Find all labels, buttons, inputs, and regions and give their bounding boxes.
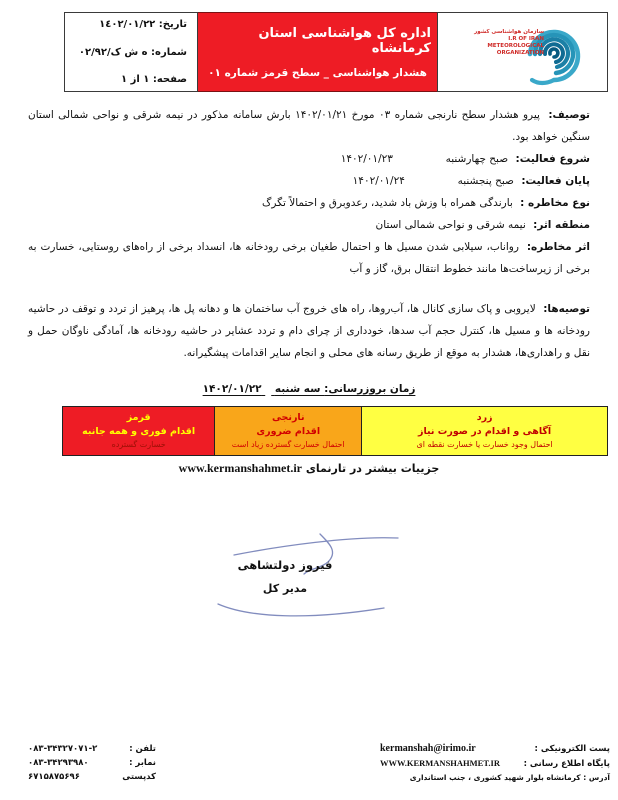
effect-paragraph [28, 236, 590, 280]
document-footer [0, 742, 618, 794]
level-action: اقدام فوری و همه جانبه [82, 426, 196, 437]
advice-text: لایروبی و پاک سازی کانال ها، آب‌روها، راه های خروج آب ساختمان ها و دهانه پل ها، پرهیز از تردد و توقف در حاشیه رودخانه ها و مسیل ها، کنترل حجم آب سدها، خودداری از چرای دام و تردد عشایر در حاشیه رودخانه ها، آمادگی ناوگان حمل و نقل و راهداری‌ها، هشدار به موقع از طریق رسانه های محلی و انجام سایر اقدامات پیشگیرانه. [28, 303, 590, 359]
org-title: اداره کل هواشناسی استان کرمانشاه [258, 26, 431, 56]
level-action: اقدام ضروری [256, 426, 321, 437]
logo-org-fa: سازمان هواشناسی کشور [474, 29, 544, 35]
update-time-line [28, 378, 590, 400]
document-body [28, 104, 590, 400]
postal-label: کدپستی [122, 772, 156, 782]
level-damage: احتمال وجود خسارت یا خسارت نقطه ای [416, 440, 553, 449]
address-label: آدرس : [583, 773, 610, 782]
warning-level-table [62, 406, 608, 456]
site-row [380, 756, 610, 771]
effect-text: رواناب، سیلابی شدن مسیل ها و احتمال طغیان برخی رودخانه ها، انسداد برخی از راه‌های روستایی، خسارت به برخی از زیرساخت‌ها مانند خطوط انتقال برق، گاز و آب [28, 241, 590, 275]
website-link[interactable]: www.kermanshahmet.ir [178, 461, 302, 475]
fax-value: ۰۸۳-۳۴۲۹۳۹۸۰ [28, 758, 89, 768]
meta-page-row [75, 74, 187, 85]
level-cell-red [63, 407, 215, 455]
date-value: ١٤٠٢/٠١/٢٢ [99, 19, 156, 30]
end-activity-row [28, 170, 590, 192]
postal-value: ۶۷۱۵۸۷۵۶۹۶ [28, 772, 80, 782]
update-date: ۱۴۰۲/۰۱/۲۲ [202, 383, 262, 395]
postal-row [28, 770, 156, 784]
phone-value: ۰۸۳-۳۴۳۲۷۰۷۱-۲ [28, 744, 98, 754]
fax-label: نمابر : [129, 758, 156, 768]
address-value: کرمانشاه بلوار شهید کشوری ، جنب استانداری [409, 773, 581, 782]
region-row [28, 214, 590, 236]
page-value: ۱ از ۱ [121, 74, 150, 85]
number-label: شماره: [151, 46, 187, 58]
region-text: نیمه شرقی و نواحی شمالی استان [375, 219, 526, 231]
start-label: شروع فعالیت: [515, 153, 590, 165]
level-damage: خسارت گسترده [111, 440, 166, 449]
signature-block [170, 524, 400, 629]
start-activity-row [28, 148, 590, 170]
signer-name: فیروز دولتشاهی [237, 558, 333, 572]
end-value: صبح پنجشنبه [457, 175, 514, 187]
description-paragraph [28, 104, 590, 148]
hazard-type-row [28, 192, 590, 214]
address-row [380, 771, 610, 784]
email-label: پست الکترونیکی : [534, 744, 610, 754]
start-date: ۱۴۰۲/۰۱/۲۳ [340, 153, 393, 165]
website-line [0, 461, 618, 476]
level-action: آگاهی و اقدام در صورت نیاز [418, 426, 552, 437]
logo-org-en2: METEOROLOGICAL [487, 43, 544, 49]
meta-date-row [75, 19, 187, 30]
website-text: جزییات بیشتر در تارنمای [305, 462, 440, 475]
date-label: تاریخ: [158, 19, 187, 30]
phone-row [28, 742, 156, 756]
end-date: ۱۴۰۲/۰۱/۲۴ [352, 175, 405, 187]
logo-org-en1: I.R OF IRAN [508, 36, 544, 42]
level-cell-yellow [362, 407, 607, 455]
warning-subtitle: هشدار هواشناسی _ سطح قرمز شماره ۰۱ [208, 67, 427, 79]
page-label: صفحه: [152, 74, 187, 85]
effect-label: اثر مخاطره: [526, 241, 590, 253]
update-day: سه شنبه [274, 383, 321, 395]
logo-box [437, 12, 608, 92]
logo-caption [452, 29, 544, 57]
signer-title: مدیر کل [262, 582, 308, 595]
region-label: منطقه اثر: [533, 219, 590, 231]
email-link[interactable]: kermanshah@irimo.ir [380, 743, 476, 754]
description-label: توصیف: [548, 109, 590, 121]
title-box [197, 12, 438, 92]
footer-contact-left [28, 742, 156, 784]
meta-number-row [75, 47, 187, 58]
update-label: زمان بروزرسانی: [324, 383, 416, 395]
number-value: ه ش ک/۰۲/۹۲ [78, 46, 148, 58]
site-label: پایگاه اطلاع رسانی : [523, 759, 610, 769]
level-damage: احتمال خسارت گسترده زیاد است [231, 440, 345, 449]
footer-contact-right [380, 742, 610, 784]
level-name: زرد [476, 412, 493, 423]
fax-row [28, 756, 156, 770]
logo-org-en3: ORGANIZATION [496, 50, 544, 56]
hazard-type-label: نوع مخاطره : [520, 197, 590, 209]
advice-paragraph [28, 298, 590, 364]
level-cell-orange [215, 407, 362, 455]
email-row [380, 742, 610, 756]
level-name: نارنجی [271, 412, 305, 423]
start-value: صبح چهارشنبه [445, 153, 509, 165]
hazard-type-text: بارندگی همراه با وزش باد شدید، رعدوبرق و احتمالاً تگرگ [261, 197, 513, 209]
document-header [62, 12, 608, 92]
signature-stroke-icon [170, 524, 400, 629]
description-text: پیرو هشدار سطح نارنجی شماره ۰۳ مورخ ۱۴۰۲/۰۱/۲۱ بارش سامانه مذکور در نیمه شرقی و نواحی شمالی استان سنگین خواهد بود. [28, 109, 590, 143]
meta-box [64, 12, 198, 92]
level-name: قرمز [126, 412, 151, 423]
end-label: پایان فعالیت: [521, 175, 590, 187]
site-link[interactable]: WWW.KERMANSHAHMET.IR [380, 758, 500, 768]
advice-label: توصیه‌ها: [543, 303, 590, 315]
phone-label: تلفن : [129, 744, 156, 754]
